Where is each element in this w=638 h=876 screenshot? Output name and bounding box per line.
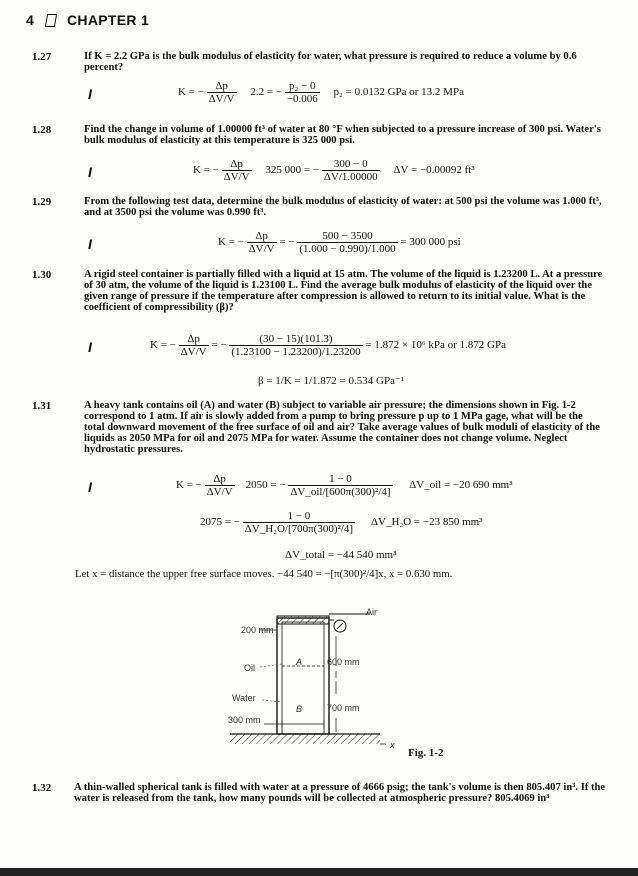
problem-text-1-28: Find the change in volume of 1.00000 ft³ of water at 80 °F when subjected to a pressure increase of 300 psi. Water's bulk modulus of elasticity at this temperature is 325 000 psi. [84,124,601,146]
problem-text-1-32: A thin-walled spherical tank is filled with water at a pressure of 4666 psig; the tank's volume is then 805.407 in³. If the water is released from the tank, how many pounds will be collected at atmospheric pressure? 805.4069 in³ [74,782,606,804]
tank-outline [277,618,329,734]
solution-mark-icon: I [88,339,92,355]
dim-200-label: 200 mm [241,625,274,635]
chapter-title: CHAPTER 1 [67,12,150,28]
problem-number-1-27: 1.27 [32,51,52,63]
problem-text-1-27: If K = 2.2 GPa is the bulk modulus of elasticity for water, what pressure is required to reduce a volume by 0.6 percent? [84,51,577,73]
page-number: 4 [26,12,34,28]
solution-mark-icon: I [88,86,92,102]
solution-1-27: K = − $\frac{\Delta p}{\Delta V/V}$ 2.2 = − $\frac{\text{p₂ − 0}}{-0.006}$ p₂ = 0.0132 GPa or 13.2 MPa [178,80,464,105]
tank-lid [277,616,329,624]
water-label: Water [232,693,256,703]
problem-number-1-30: 1.30 [32,269,52,281]
air-label: Air [366,607,377,617]
chapter-box-icon [45,14,57,27]
water-leader [262,700,282,702]
solution-mark-icon: I [88,164,92,180]
problem-text-1-29: From the following test data, determine the bulk modulus of elasticity of water: at 500 psi the volume was 1.000 ft³, and at 3500 psi the volume was 0.990 ft³. [84,196,602,218]
solution-1-29: K = − $\frac{\Delta p}{\Delta V/V}$ = − $\frac{500 - 3500}{(1.000 - 0.990)/1.000}$ = 300 000 psi [218,230,461,255]
solution-1-30: K = − $\frac{\Delta p}{\Delta V/V}$ = − $\frac{(30 - 15)(101.3)}{(1.23100 - 1.23200)/1.23200}$ = 1.872 × 10⁶ kPa or 1.872 GPa [150,333,507,358]
problem-number-1-31: 1.31 [32,400,52,412]
x-axis-label: x [390,740,395,750]
oil-label: Oil [244,663,255,673]
solution-1-28: K = − $\frac{\Delta p}{\Delta V/V}$ 325 000 = − $\frac{300 - 0}{\Delta V/1.00000}$ ΔV = −0.00092 ft³ [193,158,475,183]
region-b-label: B [296,704,303,714]
solution-1-31-oil: K = − $\frac{\Delta p}{\Delta V/V}$ 2050 = − $\frac{1 - 0}{\text{ΔV\_oil/[600π(300)²/4]}}$ ΔV_oil = −20 690 mm³ [176,473,513,498]
figure-caption: Fig. 1-2 [408,747,444,759]
final-displacement: Let x = distance the upper free surface moves. −44 540 = −[π(300)²/4]x, x = 0.630 mm. [75,568,453,580]
solution-1-31-water: 2075 = − $\frac{1 - 0}{\text{ΔV\_H₂O/[700π(300)²/4]}}$ ΔV_H₂O = −23 850 mm³ [200,510,483,535]
problem-text-1-30: A rigid steel container is partially filled with a liquid at 15 atm. The volume of the liquid is 1.23200 L. At a pressure of 30 atm, the volume of the liquid is 1.23100 L. Find the average bulk modulus of elasticity of the liquid over the given range of pressure if the temperature after compression is allowed to return to its initial value. What is the coefficient of compressibility (β)? [84,269,603,313]
tank-inner-wall [282,622,324,734]
oil-leader [260,664,282,667]
problem-number-1-32: 1.32 [32,782,52,794]
dim-300-label: 300 mm [228,715,261,725]
scan-bottom-edge [0,868,638,876]
height-600-label: 600 mm [327,657,360,667]
solution-mark-icon: I [88,479,92,495]
solution-mark-icon: I [88,236,92,252]
problem-text-1-31: A heavy tank contains oil (A) and water (B) subject to variable air pressure; the dimensions shown in Fig. 1-2 correspond to 1 atm. If air is slowly added from a pump to bring pressure p up to 1 MPa gage, what will be the total downward movement of the free surface of oil and air? Take average values of bulk moduli of elasticity of the liquids as 2050 MPa for oil and 2075 MPa for water. Assume the container does not change volume. Neglect hydrostatic pressures. [84,400,600,455]
problem-number-1-29: 1.29 [32,196,52,208]
compressibility-result: β = 1/K = 1/1.872 = 0.534 GPa⁻¹ [258,375,405,387]
ground-hatch [230,734,380,744]
total-volume-change: ΔV_total = −44 540 mm³ [285,549,397,561]
height-700-label: 700 mm [327,703,360,713]
tank-figure [220,596,440,768]
region-a-label: A [296,657,303,667]
problem-number-1-28: 1.28 [32,124,52,136]
